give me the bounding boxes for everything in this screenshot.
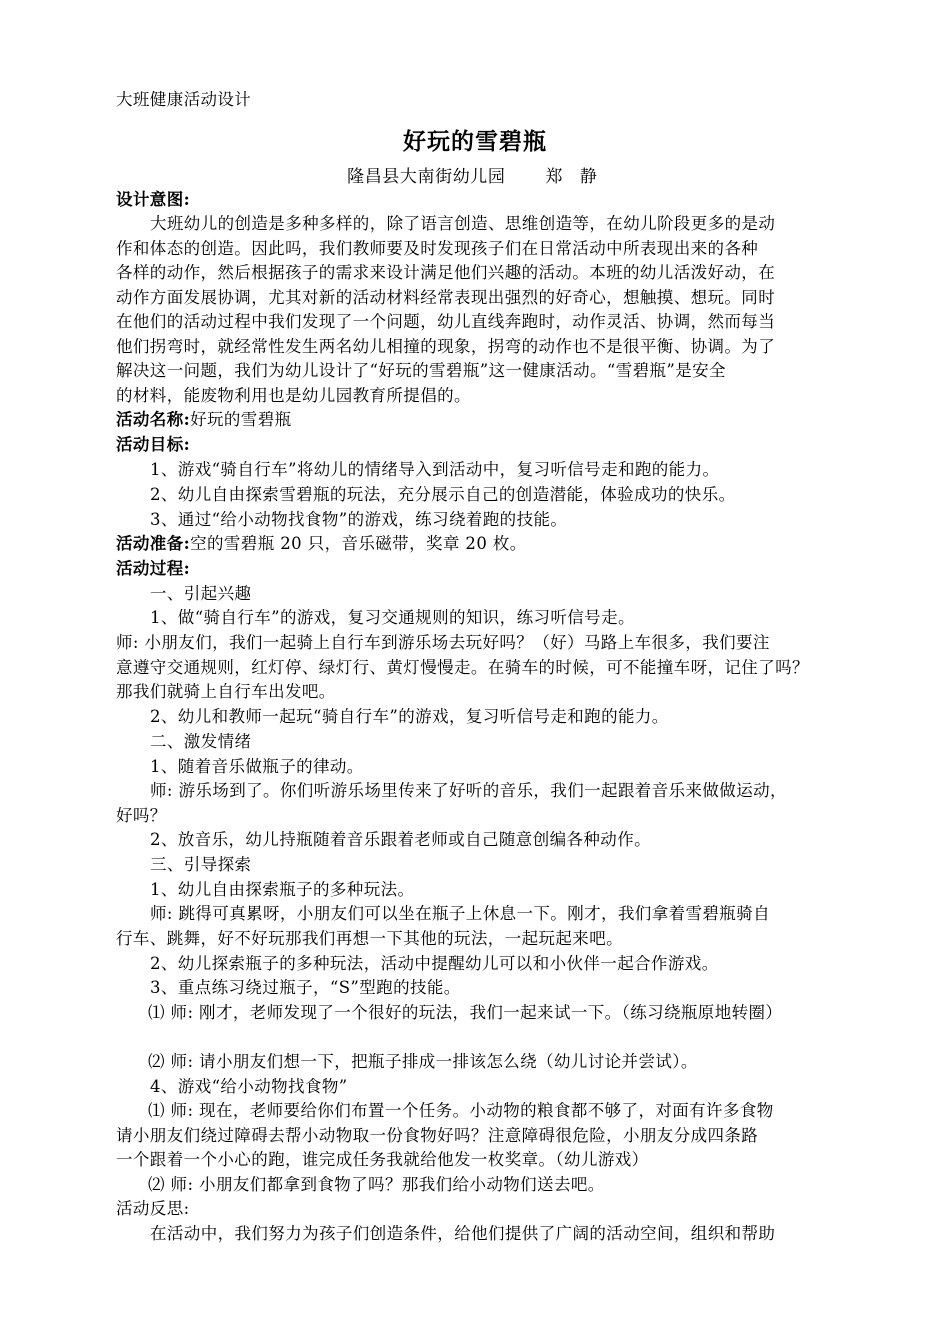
process-line: 三、引导探索 xyxy=(150,855,252,874)
document-category: 大班健康活动设计 xyxy=(116,90,252,109)
process-line: 1、随着音乐做瓶子的律动。 xyxy=(150,757,364,776)
author-line xyxy=(0,162,950,187)
process-line: 师: 游乐场到了。你们听游乐场里传来了好听的音乐，我们一起跟着音乐来做做运动， xyxy=(150,781,787,800)
section-heading-intent: 设计意图: xyxy=(116,190,191,209)
process-line: 2、幼儿探索瓶子的多种玩法，活动中提醒幼儿可以和小伙伴一起合作游戏。 xyxy=(150,954,719,973)
process-line: 好吗？ xyxy=(116,806,167,825)
intent-paragraph-line: 解决这一问题，我们为幼儿设计了“好玩的雪碧瓶”这一健康活动。“雪碧瓶”是安全 xyxy=(116,361,726,380)
author-organization: 隆昌县大南街幼儿园 xyxy=(347,167,506,187)
process-line: 那我们就骑上自行车出发吧。 xyxy=(116,682,336,701)
intent-paragraph-line: 在他们的活动过程中我们发现了一个问题，幼儿直线奔跑时，动作灵活、协调，然而每当 xyxy=(116,312,776,331)
intent-paragraph-line: 大班幼儿的创造是多种多样的，除了语言创造、思维创造等，在幼儿阶段更多的是动 xyxy=(150,214,776,233)
activity-name-row xyxy=(116,408,851,432)
activity-prep-row xyxy=(116,532,851,556)
intent-paragraph-line: 作和体态的创造。因此吗，我们教师要及时发现孩子们在日常活动中所表现出来的各种 xyxy=(116,239,759,258)
goal-item: 1、游戏“骑自行车”将幼儿的情绪导入到活动中，复习听信号走和跑的能力。 xyxy=(150,460,720,479)
activity-name-value: 好玩的雪碧瓶 xyxy=(190,410,292,429)
process-line: ⑴ 师: 刚才，老师发现了一个很好的玩法，我们一起来试一下。（练习绕瓶原地转圈） xyxy=(148,1003,783,1022)
process-line: 3、重点练习绕过瓶子，“S”型跑的技能。 xyxy=(150,978,461,997)
section-heading-process: 活动过程: xyxy=(116,559,191,578)
intent-paragraph-line: 动作方面发展协调，尤其对新的活动材料经常表现出强烈的好奇心，想触摸、想玩。同时 xyxy=(116,288,776,307)
section-heading-reflection: 活动反思: xyxy=(116,1199,190,1218)
document-title: 好玩的雪碧瓶 xyxy=(403,128,547,155)
process-line: 师: 跳得可真累呀，小朋友们可以坐在瓶子上休息一下。刚才，我们拿着雪碧瓶骑自 xyxy=(150,904,771,923)
process-line: 师: 小朋友们，我们一起骑上自行车到游乐场去玩好吗？（好）马路上车很多，我们要注 xyxy=(116,633,770,652)
section-heading-name: 活动名称: xyxy=(116,410,191,429)
process-line: ⑴ 师: 现在，老师要给你们布置一个任务。小动物的粮食都不够了，对面有许多食物 xyxy=(148,1101,774,1120)
process-line: 一、引起兴趣 xyxy=(150,584,252,603)
intent-paragraph-line: 的材料，能废物利用也是幼儿园教育所提倡的。 xyxy=(116,386,471,405)
process-line: 意遵守交通规则，红灯停、绿灯行、黄灯慢慢走。在骑车的时候，可不能撞车呀，记住了吗？ xyxy=(116,658,809,677)
author-name: 郑 静 xyxy=(545,167,603,187)
section-heading-prep: 活动准备: xyxy=(116,534,191,553)
process-line: 行车、跳舞，好不好玩那我们再想一下其他的玩法，一起玩起来吧。 xyxy=(116,929,623,948)
activity-prep-value: 空的雪碧瓶 20 只，音乐磁带，奖章 20 枚。 xyxy=(190,534,527,553)
process-line: ⑵ 师: 请小朋友们想一下，把瓶子排成一排该怎么绕（幼儿讨论并尝试）。 xyxy=(148,1052,698,1071)
process-line: 2、幼儿和教师一起玩“骑自行车”的游戏，复习听信号走和跑的能力。 xyxy=(150,707,669,726)
process-line: 4、游戏“给小动物找食物” xyxy=(150,1077,348,1096)
intent-paragraph-line: 各样的动作，然后根据孩子的需求来设计满足他们兴趣的活动。本班的幼儿活泼好动，在 xyxy=(116,263,776,282)
reflection-line: 在活动中，我们努力为孩子们创造条件，给他们提供了广阔的活动空间，组织和帮助 xyxy=(150,1224,776,1243)
process-line: ⑵ 师: 小朋友们都拿到食物了吗？那我们给小动物们送去吧。 xyxy=(148,1175,605,1194)
goal-item: 2、幼儿自由探索雪碧瓶的玩法，充分展示自己的创造潜能，体验成功的快乐。 xyxy=(150,485,736,504)
process-line: 一个跟着一个小心的跑，谁完成任务我就给他发一枚奖章。（幼儿游戏） xyxy=(116,1150,649,1169)
goal-item: 3、通过“给小动物找食物”的游戏，练习绕着跑的技能。 xyxy=(150,510,568,529)
process-line: 1、幼儿自由探索瓶子的多种玩法。 xyxy=(150,880,415,899)
process-line: 请小朋友们绕过障碍去帮小动物取一份食物好吗？注意障碍很危险，小朋友分成四条路 xyxy=(116,1126,759,1145)
process-line: 二、激发情绪 xyxy=(150,732,252,751)
process-line: 2、放音乐，幼儿持瓶随着音乐跟着老师或自己随意创编各种动作。 xyxy=(150,830,651,849)
section-heading-goals: 活动目标: xyxy=(116,435,191,454)
process-line: 1、做“骑自行车”的游戏，复习交通规则的知识，练习听信号走。 xyxy=(150,608,635,627)
intent-paragraph-line: 他们拐弯时，就经常性发生两名幼儿相撞的现象，拐弯的动作也不是很平衡、协调。为了 xyxy=(116,337,776,356)
